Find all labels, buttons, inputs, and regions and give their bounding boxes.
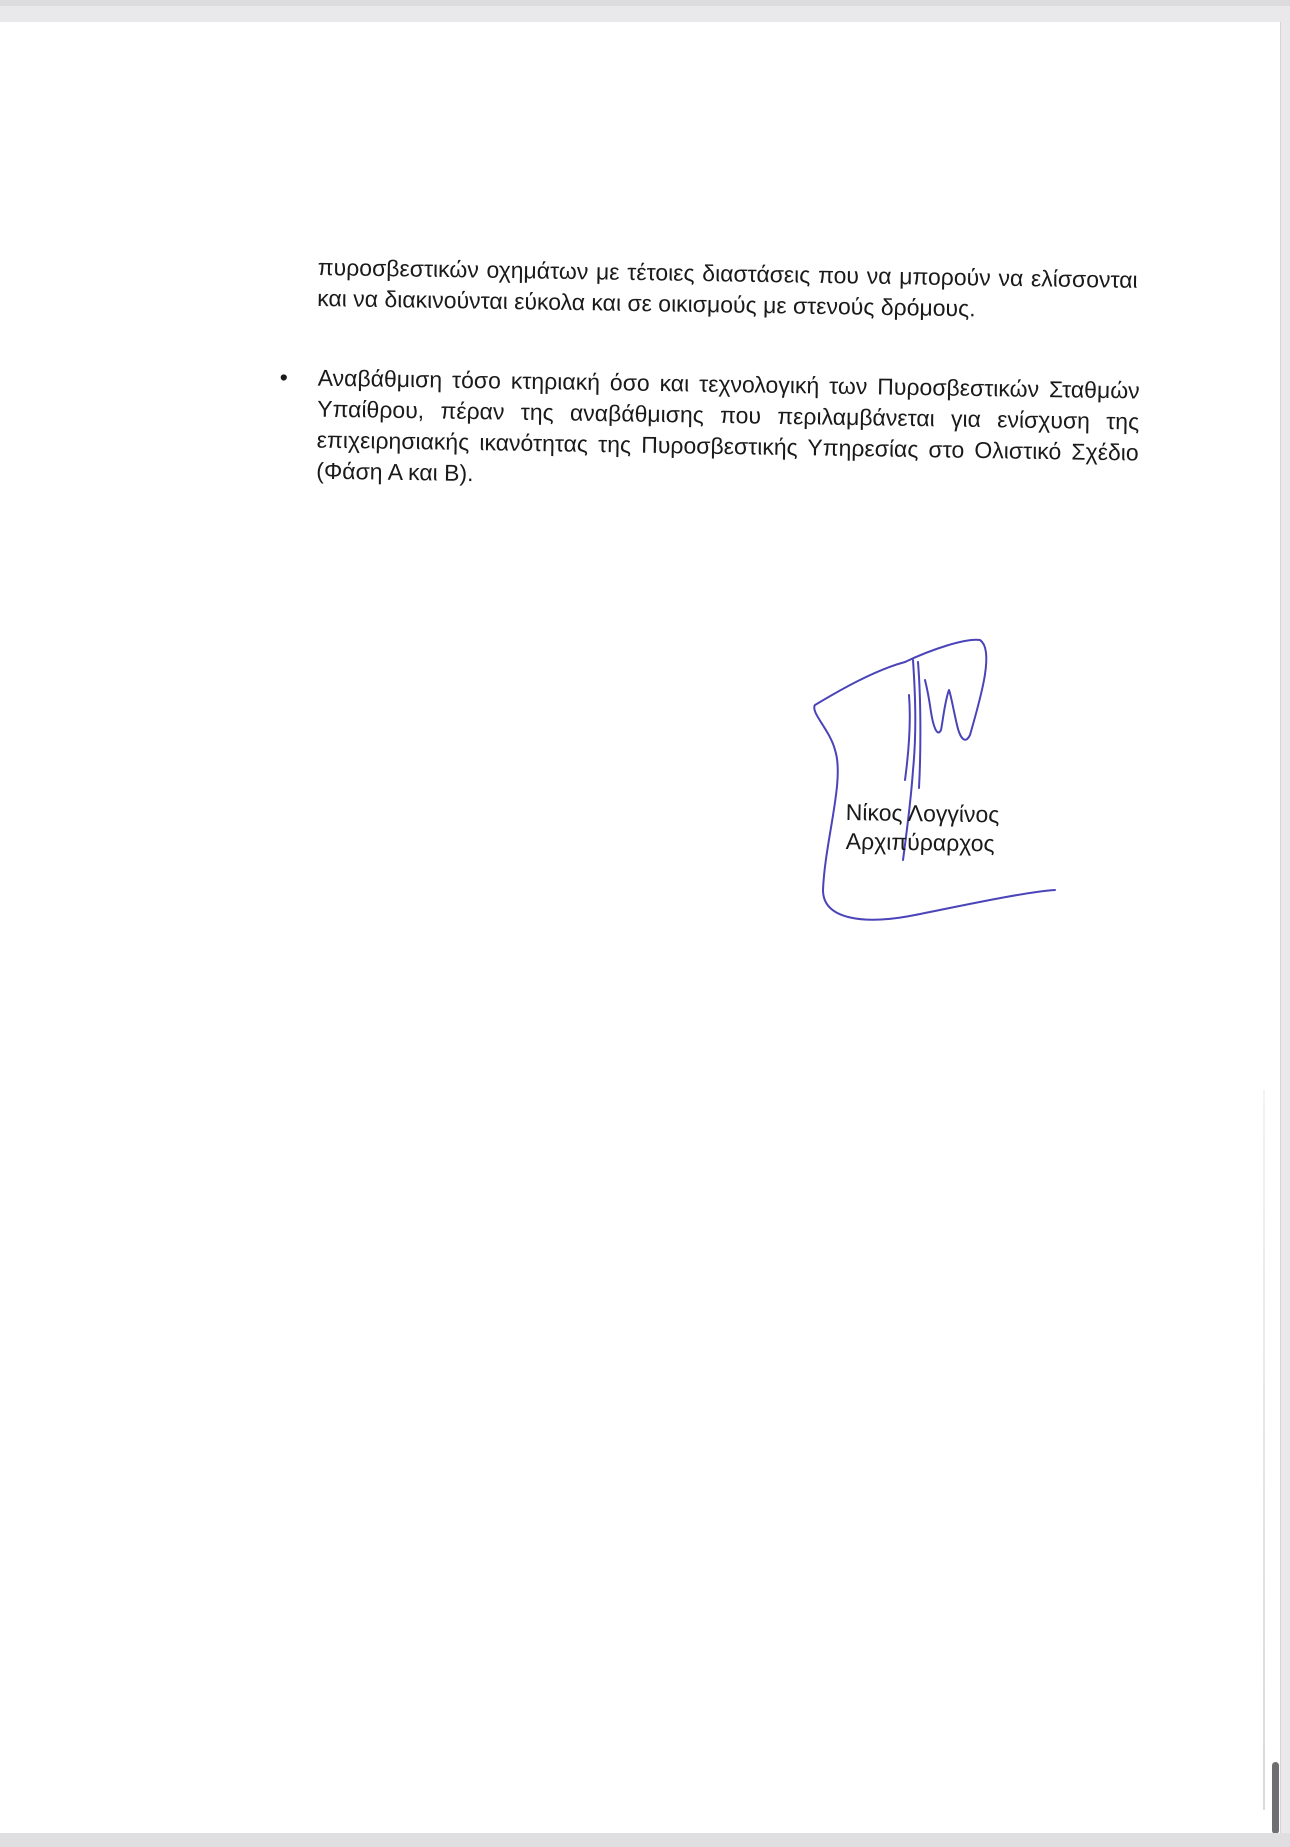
viewer-bottom-edge [0, 1833, 1290, 1847]
signatory-name: Νίκος Λογγίνος [845, 798, 1000, 828]
handwritten-signature [805, 620, 1070, 940]
scan-edge-line [1263, 1090, 1265, 1810]
signatory-title: Αρχιπύραρχος [845, 827, 995, 857]
paragraph-continuation [317, 252, 1138, 327]
paragraph-text: πυροσβεστικών οχημάτων με τέτοιες διαστάσεις που να μπορούν να ελίσσονται και να διακινούνται εύκολα και σε οικισμούς με στενούς δρόμους. [317, 253, 1138, 322]
bullet-item-text: Αναβάθμιση τόσο κτηριακή όσο και τεχνολογική των Πυροσβεστικών Σταθμών Υπαίθρου, πέραν της αναβάθμισης που περιλαμβάνεται για ενίσχυση της επιχειρησιακής ικανότητας της Πυροσβεστικής Υπηρεσίας στο Ολιστικό Σχέδιο (Φάση Α και Β). [316, 364, 1140, 487]
bullet-point-icon: • [279, 363, 289, 391]
viewer-top-edge [0, 0, 1290, 6]
vertical-scrollbar-thumb[interactable] [1272, 1762, 1279, 1834]
